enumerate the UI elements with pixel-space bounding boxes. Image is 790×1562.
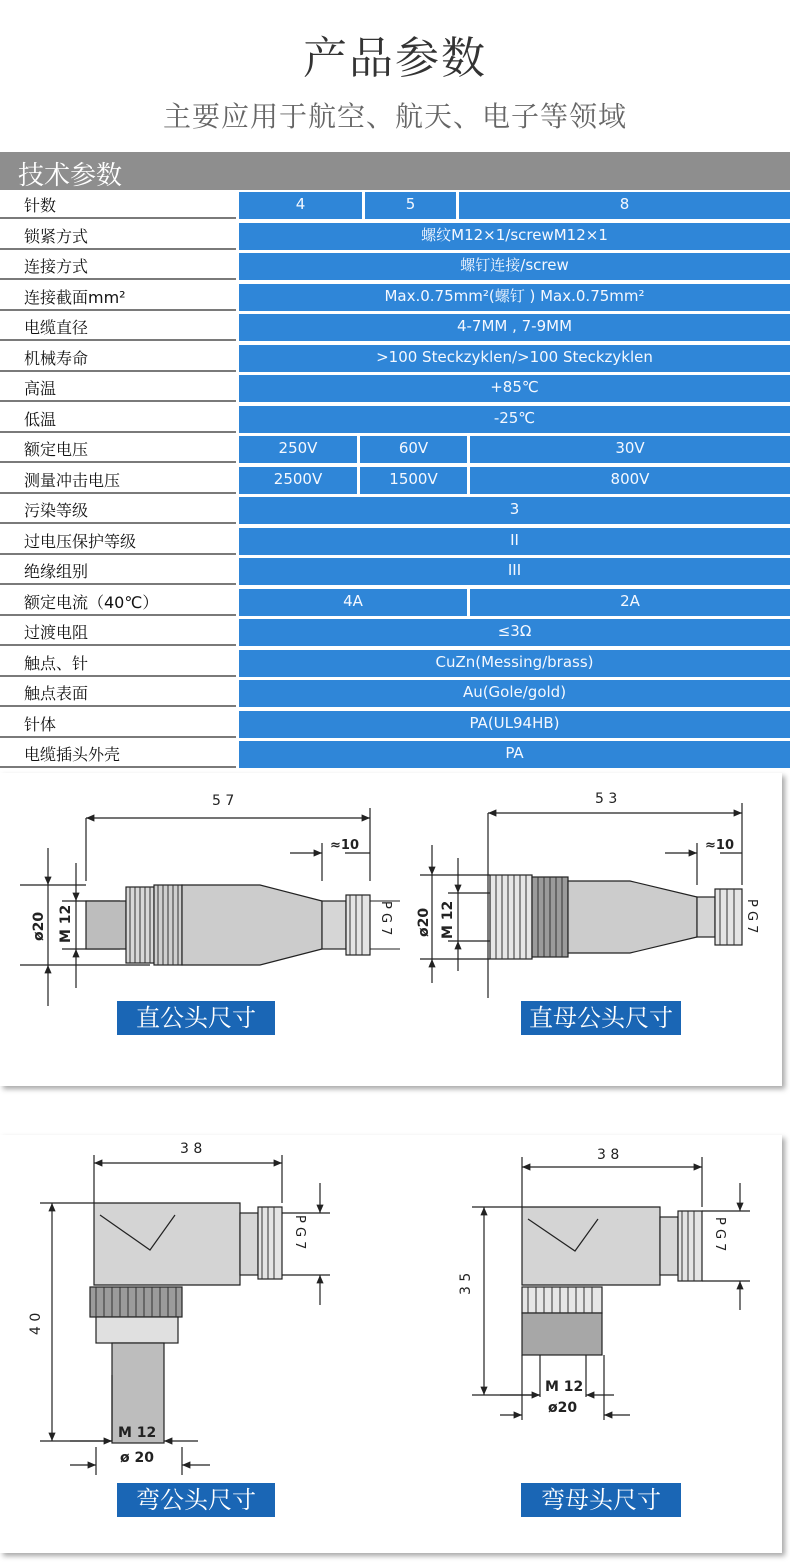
spec-row xyxy=(0,375,790,402)
spec-value-cell: >100 Steckzyklen/>100 Steckzyklen xyxy=(376,347,653,366)
angled-male-width-label: 3 8 xyxy=(180,1141,203,1157)
spec-row-values xyxy=(239,223,790,250)
spec-row xyxy=(0,680,790,707)
spec-value-cell: +85℃ xyxy=(490,378,539,396)
angled-female-thread-label: M 12 xyxy=(545,1379,584,1395)
straight-male-gland-label: P G 7 xyxy=(378,901,393,936)
angled-female-gland-label: P G 7 xyxy=(712,1217,727,1252)
spec-row xyxy=(0,589,790,616)
spec-row xyxy=(0,497,790,524)
spec-row xyxy=(0,528,790,555)
spec-value-cell: Max.0.75mm²(螺钉 ) Max.0.75mm² xyxy=(384,286,645,305)
spec-row-values xyxy=(239,711,790,738)
spec-section-header xyxy=(0,152,790,190)
spec-row xyxy=(0,650,790,677)
spec-row-label: 触点表面 xyxy=(0,680,236,707)
spec-value-cell: PA(UL94HB) xyxy=(469,713,560,732)
spec-row-label: 额定电压 xyxy=(0,436,236,463)
spec-row xyxy=(0,406,790,433)
straight-drawings-svg xyxy=(0,773,782,1086)
spec-row xyxy=(0,467,790,494)
spec-row xyxy=(0,741,790,768)
straight-female-thread-label: M 12 xyxy=(440,900,456,939)
spec-row-values xyxy=(239,192,790,219)
spec-row-label: 机械寿命 xyxy=(0,345,236,372)
spec-value-cell: 5 xyxy=(405,195,416,213)
spec-value-cell: II xyxy=(510,530,519,549)
angled-female-drawing xyxy=(472,1157,750,1420)
spec-value-cell: 250V xyxy=(278,439,318,457)
spec-row-label: 污染等级 xyxy=(0,497,236,524)
spec-row xyxy=(0,253,790,280)
spec-row-values xyxy=(239,619,790,646)
spec-row-label: 触点、针 xyxy=(0,650,236,677)
straight-female-length-label: 5 3 xyxy=(595,791,618,807)
spec-row-label: 低温 xyxy=(0,406,236,433)
spec-row-label: 测量冲击电压 xyxy=(0,467,236,494)
angled-drawings-panel xyxy=(0,1135,782,1553)
spec-row xyxy=(0,558,790,585)
spec-row xyxy=(0,436,790,463)
spec-row-label: 锁紧方式 xyxy=(0,223,236,250)
spec-value-cell: CuZn(Messing/brass) xyxy=(435,652,594,671)
spec-row-values xyxy=(239,253,790,280)
straight-male-thread-label: M 12 xyxy=(58,904,74,943)
straight-female-drawing xyxy=(420,803,742,998)
spec-row-values xyxy=(239,436,790,463)
spec-row-values xyxy=(239,558,790,585)
spec-value-cell: -25℃ xyxy=(493,408,536,427)
spec-row-values xyxy=(239,680,790,707)
straight-drawings-panel xyxy=(0,773,782,1086)
spec-row-label: 连接截面mm² xyxy=(0,284,236,311)
angled-female-dia-label: ø20 xyxy=(548,1400,578,1416)
straight-male-dia-label: ø20 xyxy=(31,911,47,941)
spec-row-label: 绝缘组别 xyxy=(0,558,236,585)
spec-value-cell: 60V xyxy=(398,439,429,457)
spec-value-cell: 4A xyxy=(343,591,363,610)
spec-row-values xyxy=(239,589,790,616)
straight-female-dia-label: ø20 xyxy=(416,907,432,937)
angled-female-height-label: 3 5 xyxy=(458,1272,474,1295)
straight-male-caption: 直公头尺寸 xyxy=(117,1001,275,1035)
spec-value-cell: 30V xyxy=(615,439,645,457)
spec-row-values xyxy=(239,497,790,524)
spec-value-cell: 螺纹M12×1/screwM12×1 xyxy=(421,225,608,244)
straight-male-cable-label: ≈10 xyxy=(330,838,359,853)
angled-female-caption: 弯母头尺寸 xyxy=(521,1483,681,1517)
spec-row-label: 电缆直径 xyxy=(0,314,236,341)
spec-value-cell: III xyxy=(507,561,522,579)
angled-male-caption: 弯公头尺寸 xyxy=(117,1483,275,1517)
straight-female-cable-label: ≈10 xyxy=(705,838,734,853)
spec-row xyxy=(0,192,790,219)
straight-male-length-label: 5 7 xyxy=(212,793,235,809)
spec-row-label: 针数 xyxy=(0,192,236,219)
spec-value-cell: Au(Gole/gold) xyxy=(462,683,567,701)
spec-value-cell: ≤3Ω xyxy=(497,622,532,640)
spec-row-values xyxy=(239,406,790,433)
spec-row-label: 额定电流（40℃） xyxy=(0,589,236,616)
angled-male-drawing xyxy=(40,1155,330,1475)
spec-value-cell: 2500V xyxy=(273,469,323,488)
spec-row-values xyxy=(239,741,790,768)
angled-female-width-label: 3 8 xyxy=(597,1147,620,1163)
page-title: 产品参数 xyxy=(303,33,487,84)
spec-row-values xyxy=(239,314,790,341)
spec-value-cell: 8 xyxy=(619,195,630,213)
spec-table xyxy=(0,192,790,772)
spec-row-label: 连接方式 xyxy=(0,253,236,280)
spec-row-label: 针体 xyxy=(0,711,236,738)
spec-value-cell: 1500V xyxy=(389,469,438,488)
spec-value-cell: 3 xyxy=(509,500,520,518)
spec-row xyxy=(0,284,790,311)
page-subtitle: 主要应用于航空、航天、电子等领域 xyxy=(162,100,627,133)
spec-row-values xyxy=(239,650,790,677)
spec-value-cell: 4 xyxy=(295,195,306,213)
spec-row xyxy=(0,223,790,250)
spec-row xyxy=(0,314,790,341)
spec-row-values xyxy=(239,375,790,402)
spec-row-label: 过电压保护等级 xyxy=(0,528,236,555)
spec-value-cell: PA xyxy=(505,744,524,762)
spec-row-values xyxy=(239,345,790,372)
spec-row xyxy=(0,619,790,646)
spec-value-cell: 4-7MM , 7-9MM xyxy=(456,317,573,335)
straight-female-gland-label: P G 7 xyxy=(744,899,759,934)
spec-value-cell: 2A xyxy=(620,591,640,610)
spec-value-cell: 螺钉连接/screw xyxy=(460,256,569,274)
spec-row-values xyxy=(239,528,790,555)
spec-row-values xyxy=(239,284,790,311)
spec-section-title: 技术参数 xyxy=(18,161,123,191)
spec-row-label: 过渡电阻 xyxy=(0,619,236,646)
angled-male-thread-label: M 12 xyxy=(118,1425,157,1441)
angled-male-dia-label: ø 20 xyxy=(120,1450,154,1466)
straight-female-caption: 直母公头尺寸 xyxy=(521,1001,681,1035)
angled-male-height-label-vis: 4 0 xyxy=(28,1312,44,1335)
spec-row-values xyxy=(239,467,790,494)
spec-row-label: 电缆插头外壳 xyxy=(0,741,236,768)
spec-row xyxy=(0,345,790,372)
spec-row-label: 高温 xyxy=(0,375,236,402)
angled-male-gland-label: P G 7 xyxy=(292,1215,307,1250)
spec-value-cell: 800V xyxy=(610,469,650,488)
spec-row xyxy=(0,711,790,738)
